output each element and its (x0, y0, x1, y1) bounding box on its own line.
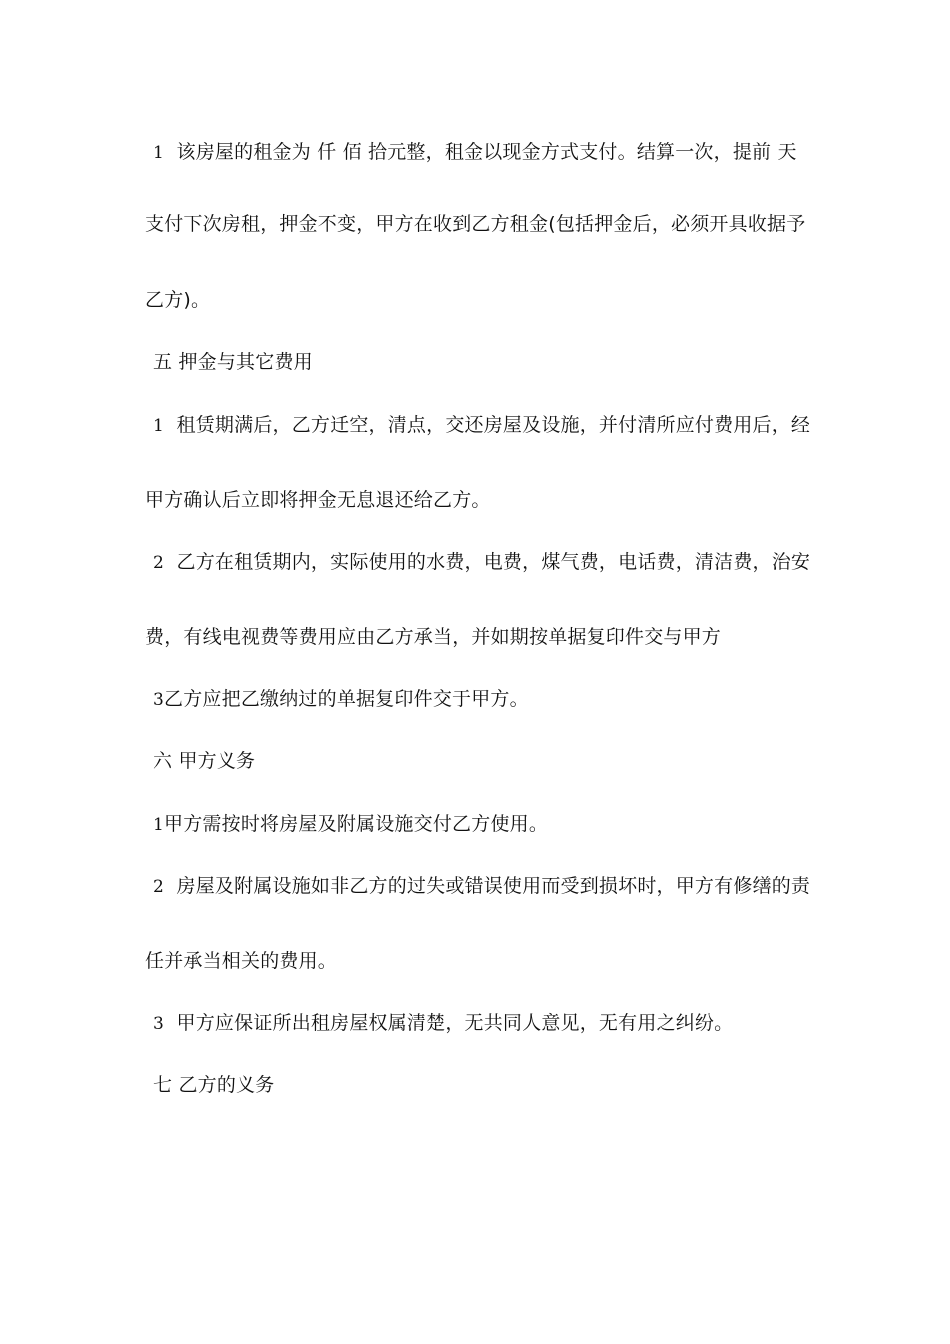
paragraph-line (153, 550, 818, 575)
paragraph-line (153, 413, 818, 438)
paragraph-line (145, 488, 810, 512)
paragraph-text: 支付下次房租，押金不变，甲方在收到乙方租金(包括押金后，必须开具收据予 (145, 213, 806, 235)
section-heading: 五 押金与其它费用 (153, 351, 313, 373)
paragraph-text: 甲方应保证所出租房屋权属清楚，无共同人意见，无有用之纠纷。 (176, 1012, 734, 1034)
paragraph-text: 甲方需按时将房屋及附属设施交付乙方使用。 (164, 813, 549, 835)
paragraph-line (153, 812, 818, 837)
section-heading: 六 甲方义务 (153, 750, 256, 772)
item-number: 1 (153, 143, 165, 163)
paragraph-line (153, 874, 818, 899)
item-number: 2 (153, 553, 165, 573)
paragraph-text: 任并承当相关的费用。 (145, 950, 338, 972)
item-number: 3 (153, 1014, 165, 1034)
section-heading: 七 乙方的义务 (153, 1074, 275, 1096)
paragraph-text: 乙方应把乙缴纳过的单据复印件交于甲方。 (164, 688, 529, 710)
paragraph-line (153, 1011, 818, 1036)
item-number: 1 (153, 815, 165, 835)
paragraph-text: 租赁期满后，乙方迁空，清点，交还房屋及设施，并付清所应付费用后，经 (176, 414, 811, 436)
paragraph-text: 该房屋的租金为 仟 佰 拾元整，租金以现金方式支付。结算一次，提前 天 (176, 141, 797, 163)
item-number: 3 (153, 690, 165, 710)
item-number: 1 (153, 416, 165, 436)
paragraph-text: 乙方在租赁期内，实际使用的水费，电费，煤气费，电话费，清洁费，治安 (176, 551, 811, 573)
paragraph-line (153, 687, 818, 712)
paragraph-text: 甲方确认后立即将押金无息退还给乙方。 (145, 489, 491, 511)
paragraph-line (145, 212, 810, 236)
paragraph-line (153, 140, 818, 165)
paragraph-line (145, 288, 810, 312)
item-number: 2 (153, 877, 165, 897)
paragraph-line (145, 625, 810, 649)
paragraph-text: 房屋及附属设施如非乙方的过失或错误使用而受到损坏时，甲方有修缮的责 (176, 875, 811, 897)
paragraph-line (145, 949, 810, 973)
paragraph-text: 费，有线电视费等费用应由乙方承当，并如期按单据复印件交与甲方 (145, 626, 722, 648)
paragraph-text: 乙方)。 (145, 289, 211, 311)
